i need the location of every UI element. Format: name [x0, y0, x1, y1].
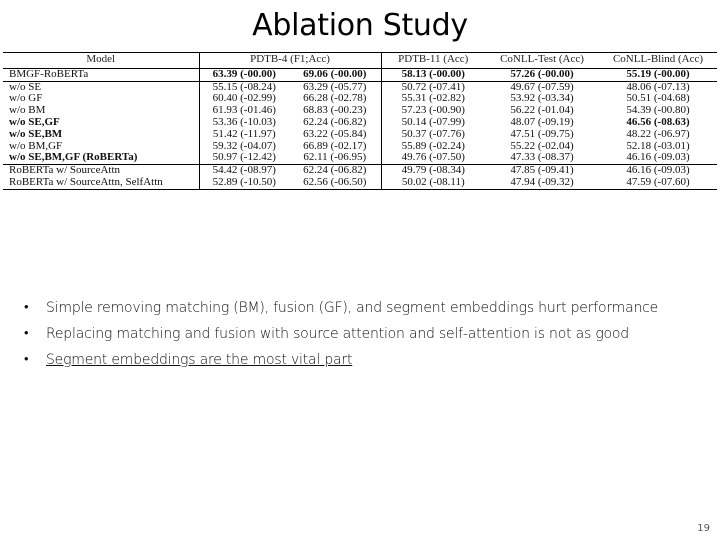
cell-conll-test: 47.85 (-09.41) — [510, 164, 574, 177]
cell-pdtb4-acc: 69.06 (-00.00) — [289, 68, 381, 81]
cell-pdtb11: 55.89 (-02.24) — [381, 141, 485, 153]
cell-conll-test: 47.33 (-08.37) — [485, 152, 599, 164]
cell-pdtb4-f1: 63.39 (-00.00) — [199, 68, 289, 81]
header-conll-test: CoNLL-Test (Acc) — [485, 53, 599, 69]
cell-pdtb4-acc: 62.56 (-06.50) — [289, 177, 381, 189]
cell-pdtb4-f1: 51.42 (-11.97) — [212, 127, 276, 140]
cell-pdtb11: 49.76 (-07.50) — [381, 152, 485, 164]
table-header-row — [3, 53, 717, 69]
bullet-text: Replacing matching and fusion with source attention and self-attention is not as good — [46, 326, 629, 342]
bullet-item — [24, 350, 714, 376]
cell-conll-test: 47.51 (-09.75) — [510, 127, 574, 140]
cell-pdtb11: 50.02 (-08.11) — [381, 177, 485, 189]
ablation-results-table — [3, 52, 717, 190]
cell-pdtb4-f1: 55.15 (-08.24) — [212, 80, 276, 93]
cell-conll-blind: 48.22 (-06.97) — [626, 127, 690, 140]
model-name: RoBERTa w/ SourceAttn, SelfAttn — [3, 177, 199, 189]
table-row — [3, 129, 717, 141]
cell-pdtb4-f1: 53.36 (-10.03) — [212, 115, 276, 128]
cell-conll-test: 48.07 (-09.19) — [510, 115, 574, 128]
slide-title: Ablation Study — [252, 8, 468, 43]
cell-pdtb4-f1: 52.89 (-10.50) — [199, 177, 289, 189]
model-name: w/o SE,BM — [3, 129, 199, 141]
header-pdtb11: PDTB-11 (Acc) — [381, 53, 485, 69]
cell-conll-blind: 46.16 (-09.03) — [626, 164, 690, 177]
cell-pdtb11: 50.37 (-07.76) — [381, 129, 485, 141]
model-name: w/o SE,GF — [3, 117, 199, 129]
cell-conll-blind: 52.18 (-03.01) — [626, 139, 690, 152]
cell-conll-test: 57.26 (-00.00) — [485, 68, 599, 81]
table-row — [3, 117, 717, 129]
model-name: RoBERTa w/ SourceAttn — [3, 165, 199, 177]
cell-conll-blind: 47.59 (-07.60) — [599, 177, 717, 189]
bullet-text: Segment embeddings are the most vital part — [46, 352, 353, 368]
header-pdtb4: PDTB-4 (F1;Acc) — [199, 53, 381, 69]
ablation-table-container — [3, 52, 717, 190]
cell-pdtb4-f1: 59.32 (-04.07) — [212, 139, 276, 152]
cell-conll-blind: 55.19 (-00.00) — [599, 68, 717, 81]
cell-pdtb4-f1: 61.93 (-01.46) — [212, 104, 276, 117]
cell-pdtb4-acc: 62.24 (-06.82) — [303, 115, 367, 128]
cell-conll-blind: 48.06 (-07.13) — [626, 80, 690, 93]
cell-pdtb4-acc: 63.22 (-05.84) — [303, 127, 367, 140]
bullet-marker: • — [24, 300, 29, 315]
cell-pdtb4-acc: 66.28 (-02.78) — [303, 92, 367, 105]
cell-pdtb4-acc: 62.11 (-06.95) — [289, 152, 381, 164]
model-name: w/o GF — [3, 93, 199, 105]
cell-pdtb4-acc: 63.29 (-05.77) — [303, 80, 367, 93]
cell-conll-test: 56.22 (-01.04) — [510, 104, 574, 117]
cell-pdtb4-f1: 50.97 (-12.42) — [199, 152, 289, 164]
bullet-marker: • — [24, 326, 29, 341]
cell-conll-test: 49.67 (-07.59) — [510, 80, 574, 93]
header-model: Model — [3, 53, 199, 69]
model-name: w/o BM,GF — [3, 141, 199, 153]
cell-pdtb4-f1: 54.42 (-08.97) — [212, 164, 276, 177]
bullet-item — [24, 298, 714, 324]
bullet-text: Simple removing matching (BM), fusion (GF), and segment embeddings hurt performance — [46, 300, 659, 316]
cell-conll-blind: 46.16 (-09.03) — [599, 152, 717, 164]
cell-pdtb4-f1: 60.40 (-02.99) — [212, 92, 276, 105]
cell-pdtb11: 57.23 (-00.90) — [381, 105, 485, 117]
header-conll-blind: CoNLL-Blind (Acc) — [599, 53, 717, 69]
cell-pdtb11: 50.72 (-07.41) — [381, 81, 485, 93]
cell-pdtb11: 58.13 (-00.00) — [381, 68, 485, 81]
cell-pdtb4-acc: 68.83 (-00.23) — [303, 104, 367, 117]
cell-pdtb11: 50.14 (-07.99) — [381, 117, 485, 129]
cell-conll-test: 55.22 (-02.04) — [510, 139, 574, 152]
bullet-list — [24, 298, 714, 376]
cell-conll-test: 53.92 (-03.34) — [510, 92, 574, 105]
model-name: w/o BM — [3, 105, 199, 117]
table-row — [3, 68, 717, 81]
model-name: w/o SE,BM,GF (RoBERTa) — [3, 152, 199, 164]
cell-conll-test: 47.94 (-09.32) — [485, 177, 599, 189]
cell-pdtb4-acc: 66.89 (-02.17) — [303, 139, 367, 152]
model-name: w/o SE — [3, 81, 199, 93]
bullet-item — [24, 324, 714, 350]
cell-conll-blind: 54.39 (-00.80) — [626, 104, 690, 117]
cell-conll-blind: 46.56 (-08.63) — [626, 115, 690, 128]
cell-pdtb4-acc: 62.24 (-06.82) — [303, 164, 367, 177]
cell-pdtb11: 55.31 (-02.82) — [381, 93, 485, 105]
cell-conll-blind: 50.51 (-04.68) — [626, 92, 690, 105]
table-row — [3, 152, 717, 164]
bullet-marker: • — [24, 352, 29, 367]
page-number: 19 — [697, 523, 710, 534]
table-row — [3, 177, 717, 189]
model-name: BMGF-RoBERTa — [3, 68, 199, 81]
cell-pdtb11: 49.79 (-08.34) — [381, 165, 485, 177]
